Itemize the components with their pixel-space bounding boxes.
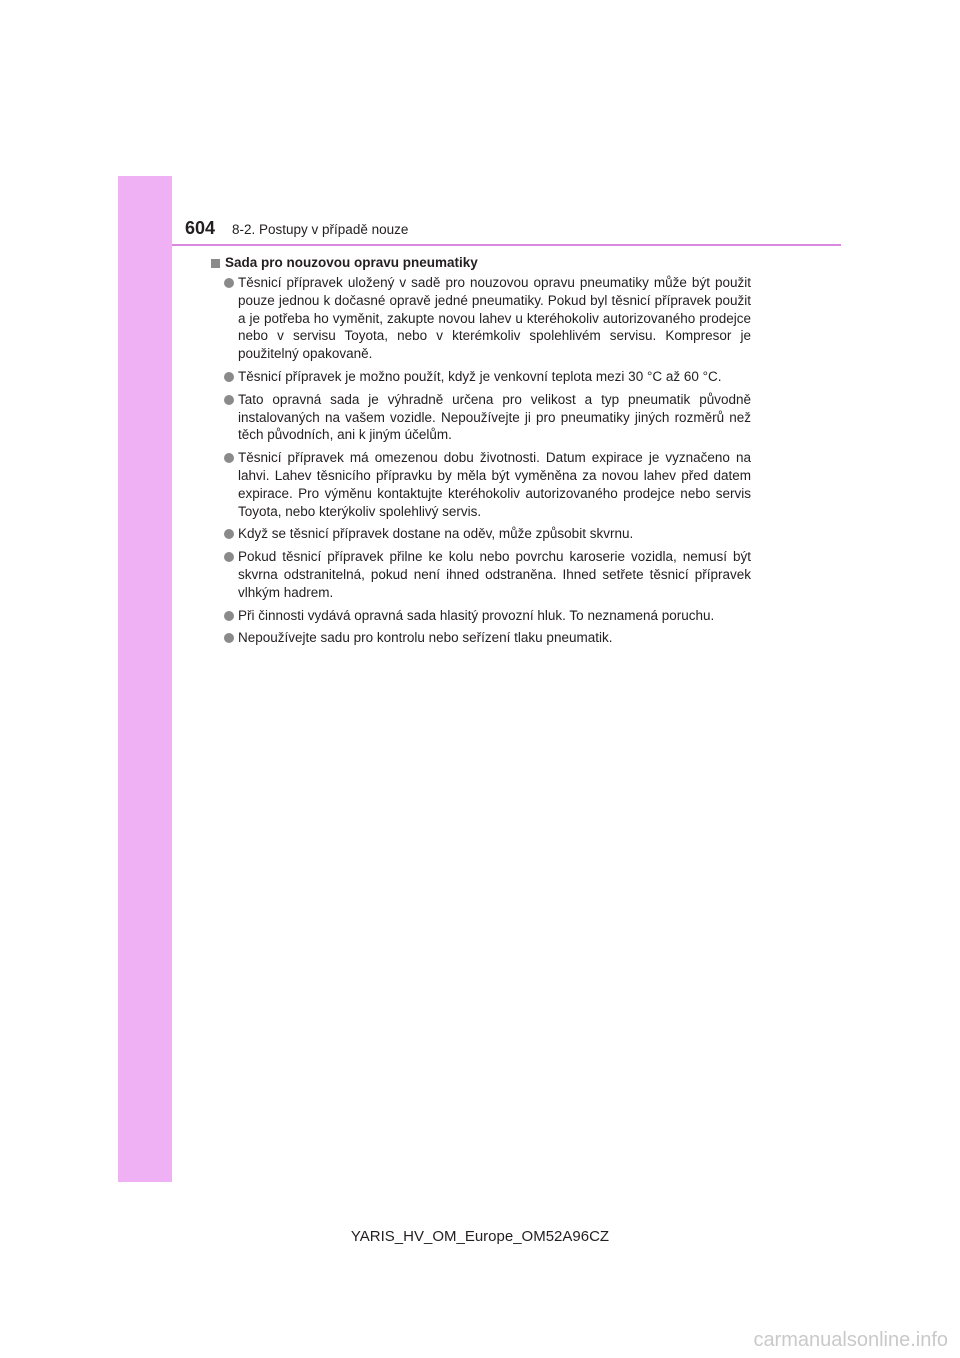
list-item-text: Nepoužívejte sadu pro kontrolu nebo seřízení tlaku pneumatik. — [238, 630, 613, 646]
list-item — [211, 368, 751, 386]
round-bullet-icon — [224, 372, 234, 382]
list-item — [211, 391, 751, 444]
list-item — [211, 548, 751, 601]
header-divider — [172, 244, 841, 246]
list-item-text: Pokud těsnicí přípravek přilne ke kolu nebo povrchu karoserie vozidla, nemusí být skvrna odstranitelná, pokud není ihned odstraněna. Ihned setřete těsnicí přípravek vlhkým hadrem. — [238, 549, 751, 600]
list-item — [211, 629, 751, 647]
round-bullet-icon — [224, 611, 234, 621]
list-item-text: Těsnicí přípravek je možno použít, když je venkovní teplota mezi 30 °C až 60 °C. — [238, 368, 722, 384]
list-item-text: Těsnicí přípravek má omezenou dobu životnosti. Datum expirace je vyznačeno na lahvi. Lahev těsnicího přípravku by měla být vyměněna za novou lahev před datem expirace. Pro výměnu kontaktujte kteréhokoliv autorizovaného prodejce nebo servis Toyota, nebo kterýkoliv spolehlivý servis. — [238, 450, 751, 519]
page-number: 604 — [185, 218, 216, 238]
round-bullet-icon — [224, 453, 234, 463]
list-item — [211, 449, 751, 520]
list-item — [211, 274, 751, 363]
list-item-text: Těsnicí přípravek uložený v sadě pro nouzovou opravu pneumatiky může být použit pouze jednou k dočasné opravě jedné pneumatiky. Pokud byl těsnicí přípravek použit a je potřeba ho vyměnit, zakupte novou lahev u kteréhokoliv autorizovaného prodejce nebo v servisu Toyota, nebo v kterémkoliv spolehlivém servisu. Kompresor je použitelný opakovaně. — [238, 275, 751, 362]
list-item — [211, 607, 751, 625]
bullet-list — [211, 274, 751, 647]
section-title: 8-2. Postupy v případě nouze — [232, 222, 409, 237]
document-code: YARIS_HV_OM_Europe_OM52A96CZ — [350, 1228, 610, 1245]
page-content — [211, 254, 751, 652]
round-bullet-icon — [224, 552, 234, 562]
square-bullet-icon — [211, 259, 220, 268]
subsection-heading — [211, 254, 751, 272]
list-item — [211, 525, 751, 543]
watermark: carmanualsonline.info — [753, 1329, 948, 1351]
round-bullet-icon — [224, 529, 234, 539]
round-bullet-icon — [224, 395, 234, 405]
list-item-text: Tato opravná sada je výhradně určena pro velikost a typ pneumatik původně instalovaných na vašem vozidle. Nepoužívejte ji pro pneumatiky jiných rozměrů než těch původních, ani k jiným účelům. — [238, 391, 751, 443]
list-item-text: Když se těsnicí přípravek dostane na oděv, může způsobit skvrnu. — [238, 526, 634, 542]
list-item-text: Při činnosti vydává opravná sada hlasitý provozní hluk. To neznamená poruchu. — [238, 607, 715, 623]
section-side-tab — [118, 176, 172, 1182]
round-bullet-icon — [224, 278, 234, 288]
round-bullet-icon — [224, 633, 234, 643]
subsection-heading-text: Sada pro nouzovou opravu pneumatiky — [225, 255, 478, 270]
